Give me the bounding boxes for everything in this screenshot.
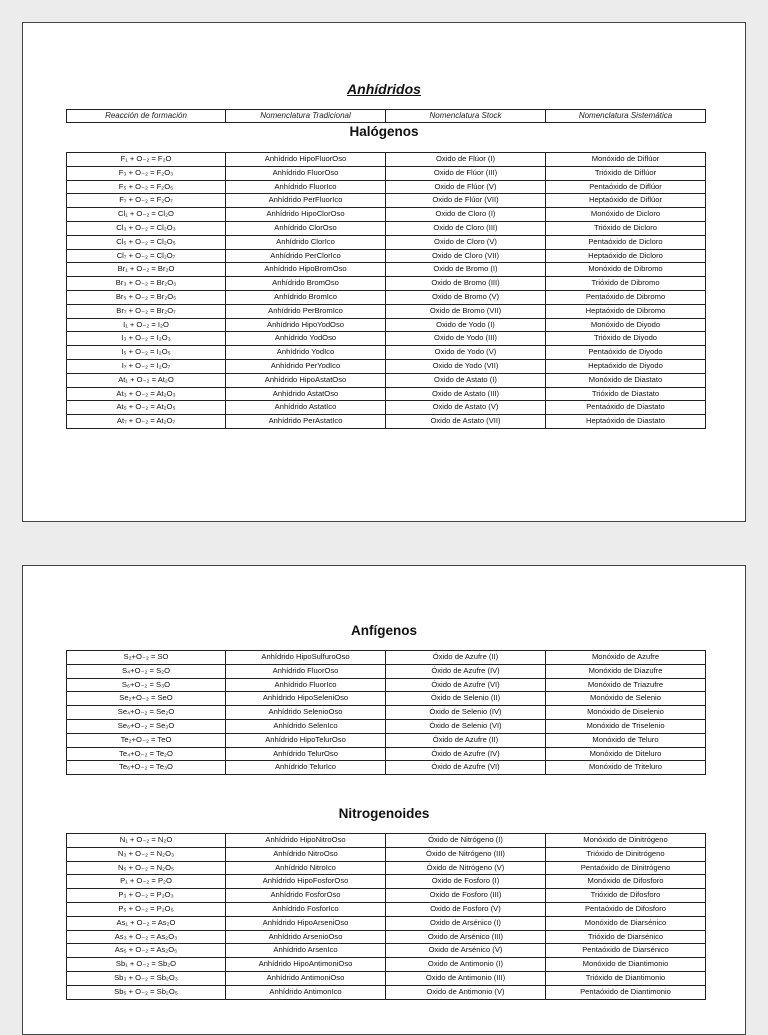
stock-name-cell: Óxido de Azufre (II) <box>386 733 546 747</box>
traditional-name-cell: Anhídrido HipoBromOso <box>226 263 386 277</box>
traditional-name-cell: Anhídrido HipoAstatOso <box>226 373 386 387</box>
halogenos-table <box>66 152 706 429</box>
reaction-cell: N₁ + O₋₂ = N₂O <box>67 834 226 848</box>
reaction-cell: Se₆+O₋₂ = Se₃O <box>67 719 226 733</box>
stock-name-cell: Óxido de Azufre (VI) <box>386 761 546 775</box>
systematic-name-cell: Trióxido de Difosforo <box>546 889 706 903</box>
traditional-name-cell: Anhídrido FluorIco <box>226 678 386 692</box>
reaction-cell: Te₄+O₋₂ = Te₂O <box>67 747 226 761</box>
table-row <box>67 706 706 720</box>
stock-name-cell: Oxido de Fosforo (V) <box>386 902 546 916</box>
systematic-name-cell: Monóxido de Difosforo <box>546 875 706 889</box>
reaction-cell: Sb₁ + O₋₂ = Sb₂O <box>67 958 226 972</box>
table-row <box>67 249 706 263</box>
table-row <box>67 318 706 332</box>
systematic-name-cell: Heptaóxido de Diastato <box>546 415 706 429</box>
stock-name-cell: Oxido de Bromo (VII) <box>386 304 546 318</box>
reaction-cell: N₃ + O₋₂ = N₂O₃ <box>67 847 226 861</box>
table-row <box>67 359 706 373</box>
stock-name-cell: Oxido de Fosforo (I) <box>386 875 546 889</box>
table-row <box>67 958 706 972</box>
systematic-name-cell: Trióxido de Dicloro <box>546 221 706 235</box>
table-row <box>67 889 706 903</box>
systematic-name-cell: Trióxido de Diantimonio <box>546 971 706 985</box>
reaction-cell: As₃ + O₋₂ = As₂O₃ <box>67 930 226 944</box>
systematic-name-cell: Monóxido de Dinitrógeno <box>546 834 706 848</box>
stock-name-cell: Óxido de Azufre (VI) <box>386 678 546 692</box>
reaction-cell: I₃ + O₋₂ = I₂O₃ <box>67 332 226 346</box>
reaction-cell: Te₆+O₋₂ = Te₃O <box>67 761 226 775</box>
nitrogenoides-table <box>66 833 706 1000</box>
reaction-cell: Sb₃ + O₋₂ = Sb₂O₃ <box>67 971 226 985</box>
table-row <box>67 290 706 304</box>
traditional-name-cell: Anhídrido SelenioOso <box>226 706 386 720</box>
stock-name-cell: Oxido de Flúor (V) <box>386 180 546 194</box>
traditional-name-cell: Anhídrido TelurIco <box>226 761 386 775</box>
reaction-cell: F₇ + O₋₂ = F₂O₇ <box>67 194 226 208</box>
stock-name-cell: Oxido de Astato (I) <box>386 373 546 387</box>
table-row <box>67 277 706 291</box>
table-row <box>67 985 706 999</box>
table-row <box>67 235 706 249</box>
reaction-cell: S₂+O₋₂ = SO <box>67 651 226 665</box>
document-page-2 <box>22 565 746 1035</box>
table-row <box>67 221 706 235</box>
column-header-stock: Nomenclatura Stock <box>386 110 546 123</box>
systematic-name-cell: Monóxido de Azufre <box>546 651 706 665</box>
traditional-name-cell: Anhídrido YodIco <box>226 346 386 360</box>
systematic-name-cell: Monóxido de Triazufre <box>546 678 706 692</box>
reaction-cell: F₅ + O₋₂ = F₂O₅ <box>67 180 226 194</box>
table-row <box>67 971 706 985</box>
document-title: Anhídridos <box>347 81 421 97</box>
reaction-cell: At₃ + O₋₂ = At₂O₃ <box>67 387 226 401</box>
stock-name-cell: Óxido de Nitrógeno (III) <box>386 847 546 861</box>
traditional-name-cell: Anhídrido ClorOso <box>226 221 386 235</box>
traditional-name-cell: Anhídrido PerFluorIco <box>226 194 386 208</box>
stock-name-cell: Oxido de Antimonio (III) <box>386 971 546 985</box>
reaction-cell: Se₂+O₋₂ = SeO <box>67 692 226 706</box>
systematic-name-cell: Monóxido de Diazufre <box>546 664 706 678</box>
traditional-name-cell: Anhídrido HipoFosforOso <box>226 875 386 889</box>
systematic-name-cell: Monóxido de Diyodo <box>546 318 706 332</box>
reaction-cell: As₅ + O₋₂ = As₂O₅ <box>67 944 226 958</box>
anfigenos-table <box>66 650 706 775</box>
systematic-name-cell: Pentaóxido de Dicloro <box>546 235 706 249</box>
traditional-name-cell: Anhídrido YodOso <box>226 332 386 346</box>
systematic-name-cell: Monóxido de Diarsénico <box>546 916 706 930</box>
stock-name-cell: Óxido de Selenio (VI) <box>386 719 546 733</box>
table-row <box>67 180 706 194</box>
systematic-name-cell: Monóxido de Diflúor <box>546 153 706 167</box>
reaction-cell: Br₃ + O₋₂ = Br₂O₃ <box>67 277 226 291</box>
traditional-name-cell: Anhídrido HipoNitroOso <box>226 834 386 848</box>
table-row <box>67 719 706 733</box>
stock-name-cell: Oxido de Flúor (VII) <box>386 194 546 208</box>
traditional-name-cell: Anhídrido NitroOso <box>226 847 386 861</box>
reaction-cell: At₅ + O₋₂ = At₂O₅ <box>67 401 226 415</box>
stock-name-cell: Oxido de Yodo (III) <box>386 332 546 346</box>
table-row <box>67 401 706 415</box>
traditional-name-cell: Anhídrido FosforIco <box>226 902 386 916</box>
section-title-halogenos: Halógenos <box>349 124 419 139</box>
reaction-cell: At₇ + O₋₂ = At₂O₇ <box>67 415 226 429</box>
systematic-name-cell: Pentaóxido de Diflúor <box>546 180 706 194</box>
table-row <box>67 916 706 930</box>
traditional-name-cell: Anhídrido NitroIco <box>226 861 386 875</box>
column-header-systematic: Nomenclatura Sistemática <box>546 110 706 123</box>
stock-name-cell: Oxido de Yodo (V) <box>386 346 546 360</box>
systematic-name-cell: Trióxido de Diyodo <box>546 332 706 346</box>
systematic-name-cell: Trióxido de Diarsénico <box>546 930 706 944</box>
traditional-name-cell: Anhídrido HipoTelurOso <box>226 733 386 747</box>
stock-name-cell: Oxido de Astato (VII) <box>386 415 546 429</box>
document-page-1 <box>22 22 746 522</box>
traditional-name-cell: Anhídrido AntimonIco <box>226 985 386 999</box>
stock-name-cell: Oxido de Bromo (III) <box>386 277 546 291</box>
systematic-name-cell: Pentaóxido de Diyodo <box>546 346 706 360</box>
column-header-reaction: Reacción de formación <box>67 110 226 123</box>
stock-name-cell: Oxido de Arsénico (I) <box>386 916 546 930</box>
stock-name-cell: Óxido de Nitrógeno (I) <box>386 834 546 848</box>
table-row <box>67 166 706 180</box>
reaction-cell: As₁ + O₋₂ = As₂O <box>67 916 226 930</box>
reaction-cell: P₅ + O₋₂ = P₂O₅ <box>67 902 226 916</box>
systematic-name-cell: Monóxido de Diantimonio <box>546 958 706 972</box>
traditional-name-cell: Anhídrido AstatOso <box>226 387 386 401</box>
systematic-name-cell: Pentaóxido de Diantimonio <box>546 985 706 999</box>
table-row <box>67 847 706 861</box>
systematic-name-cell: Monóxido de Diselenio <box>546 706 706 720</box>
stock-name-cell: Óxido de Selenio (II) <box>386 692 546 706</box>
table-row <box>67 651 706 665</box>
table-row <box>67 332 706 346</box>
traditional-name-cell: Anhídrido PerAstatIco <box>226 415 386 429</box>
table-row <box>67 747 706 761</box>
traditional-name-cell: Anhídrido HipoSulfuroOso <box>226 651 386 665</box>
traditional-name-cell: Anhídrido HipoFluorOso <box>226 153 386 167</box>
systematic-name-cell: Trióxido de Dinitrógeno <box>546 847 706 861</box>
traditional-name-cell: Anhídrido HipoSeleniOso <box>226 692 386 706</box>
stock-name-cell: Óxido de Nitrógeno (V) <box>386 861 546 875</box>
systematic-name-cell: Monóxido de Triteluro <box>546 761 706 775</box>
reaction-cell: F₁ + O₋₂ = F₂O <box>67 153 226 167</box>
reaction-cell: I₅ + O₋₂ = I₂O₅ <box>67 346 226 360</box>
traditional-name-cell: Anhídrido HipoArseniOso <box>226 916 386 930</box>
stock-name-cell: Óxido de Azufre (II) <box>386 651 546 665</box>
traditional-name-cell: Anhídrido PerClorIco <box>226 249 386 263</box>
table-row <box>67 263 706 277</box>
systematic-name-cell: Trióxido de Dibromo <box>546 277 706 291</box>
table-row <box>67 834 706 848</box>
traditional-name-cell: Anhídrido ArsenioOso <box>226 930 386 944</box>
systematic-name-cell: Monóxido de Dicloro <box>546 208 706 222</box>
reaction-cell: Br₁ + O₋₂ = Br₂O <box>67 263 226 277</box>
traditional-name-cell: Anhídrido ArsenIco <box>226 944 386 958</box>
table-row <box>67 664 706 678</box>
column-header-traditional: Nomenclatura Tradicional <box>226 110 386 123</box>
reaction-cell: At₁ + O₋₂ = At₂O <box>67 373 226 387</box>
table-row <box>67 761 706 775</box>
reaction-cell: Cl₁ + O₋₂ = Cl₂O <box>67 208 226 222</box>
traditional-name-cell: Anhídrido FluorOso <box>226 664 386 678</box>
stock-name-cell: Oxido de Bromo (I) <box>386 263 546 277</box>
stock-name-cell: Óxido de Selenio (IV) <box>386 706 546 720</box>
reaction-cell: Cl₅ + O₋₂ = Cl₂O₅ <box>67 235 226 249</box>
table-row <box>67 387 706 401</box>
reaction-cell: Se₄+O₋₂ = Se₂O <box>67 706 226 720</box>
stock-name-cell: Oxido de Arsénico (V) <box>386 944 546 958</box>
stock-name-cell: Óxido de Azufre (IV) <box>386 747 546 761</box>
systematic-name-cell: Heptaóxido de Diflúor <box>546 194 706 208</box>
column-header-table <box>66 109 706 123</box>
stock-name-cell: Oxido de Antimonio (V) <box>386 985 546 999</box>
traditional-name-cell: Anhídrido AstatIco <box>226 401 386 415</box>
table-row <box>67 944 706 958</box>
traditional-name-cell: Anhídrido AntimoniOso <box>226 971 386 985</box>
stock-name-cell: Oxido de Arsénico (III) <box>386 930 546 944</box>
table-row <box>67 692 706 706</box>
traditional-name-cell: Anhídrido PerYodIco <box>226 359 386 373</box>
systematic-name-cell: Monóxido de Diteluro <box>546 747 706 761</box>
table-row <box>67 373 706 387</box>
systematic-name-cell: Heptaóxido de Dicloro <box>546 249 706 263</box>
table-row <box>67 902 706 916</box>
stock-name-cell: Oxido de Antimonio (I) <box>386 958 546 972</box>
table-row <box>67 194 706 208</box>
traditional-name-cell: Anhídrido PerBromIco <box>226 304 386 318</box>
reaction-cell: Cl₃ + O₋₂ = Cl₂O₃ <box>67 221 226 235</box>
table-row <box>67 304 706 318</box>
reaction-cell: Br₇ + O₋₂ = Br₂O₇ <box>67 304 226 318</box>
traditional-name-cell: Anhídrido ClorIco <box>226 235 386 249</box>
reaction-cell: Cl₇ + O₋₂ = Cl₂O₇ <box>67 249 226 263</box>
stock-name-cell: Oxido de Yodo (I) <box>386 318 546 332</box>
table-row <box>67 861 706 875</box>
reaction-cell: Sb₅ + O₋₂ = Sb₂O₅ <box>67 985 226 999</box>
table-row <box>67 875 706 889</box>
table-row <box>67 733 706 747</box>
reaction-cell: I₇ + O₋₂ = I₂O₇ <box>67 359 226 373</box>
stock-name-cell: Oxido de Cloro (V) <box>386 235 546 249</box>
reaction-cell: F₃ + O₋₂ = F₂O₃ <box>67 166 226 180</box>
systematic-name-cell: Monóxido de Diastato <box>546 373 706 387</box>
table-row <box>67 153 706 167</box>
reaction-cell: Br₅ + O₋₂ = Br₂O₅ <box>67 290 226 304</box>
section-title-nitrogenoides: Nitrogenoides <box>338 806 430 821</box>
systematic-name-cell: Trióxido de Diastato <box>546 387 706 401</box>
systematic-name-cell: Pentaóxido de Diarsénico <box>546 944 706 958</box>
reaction-cell: P₃ + O₋₂ = P₂O₃ <box>67 889 226 903</box>
systematic-name-cell: Heptaóxido de Diyodo <box>546 359 706 373</box>
traditional-name-cell: Anhídrido BromOso <box>226 277 386 291</box>
reaction-cell: N₅ + O₋₂ = N₂O₅ <box>67 861 226 875</box>
reaction-cell: Te₂+O₋₂ = TeO <box>67 733 226 747</box>
stock-name-cell: Óxido de Azufre (IV) <box>386 664 546 678</box>
reaction-cell: P₁ + O₋₂ = P₂O <box>67 875 226 889</box>
traditional-name-cell: Anhídrido FluorOso <box>226 166 386 180</box>
traditional-name-cell: Anhídrido FluorIco <box>226 180 386 194</box>
traditional-name-cell: Anhídrido SelenIco <box>226 719 386 733</box>
stock-name-cell: Oxido de Fosforo (III) <box>386 889 546 903</box>
traditional-name-cell: Anhídrido BromIco <box>226 290 386 304</box>
table-row <box>67 346 706 360</box>
column-header-row <box>67 110 706 123</box>
stock-name-cell: Oxido de Flúor (III) <box>386 166 546 180</box>
traditional-name-cell: Anhídrido HipoClorOso <box>226 208 386 222</box>
stock-name-cell: Oxido de Cloro (III) <box>386 221 546 235</box>
systematic-name-cell: Monóxido de Dibromo <box>546 263 706 277</box>
traditional-name-cell: Anhídrido HipoYodOso <box>226 318 386 332</box>
systematic-name-cell: Pentaóxido de Dinitrógeno <box>546 861 706 875</box>
reaction-cell: I₁ + O₋₂ = I₂O <box>67 318 226 332</box>
systematic-name-cell: Pentaóxido de Diastato <box>546 401 706 415</box>
reaction-cell: S₆+O₋₂ = S₃O <box>67 678 226 692</box>
systematic-name-cell: Trióxido de Diflúor <box>546 166 706 180</box>
table-row <box>67 415 706 429</box>
traditional-name-cell: Anhídrido HipoAntimoniOso <box>226 958 386 972</box>
stock-name-cell: Oxido de Cloro (I) <box>386 208 546 222</box>
stock-name-cell: Oxido de Astato (V) <box>386 401 546 415</box>
table-row <box>67 208 706 222</box>
systematic-name-cell: Pentaóxido de Difosforo <box>546 902 706 916</box>
systematic-name-cell: Heptaóxido de Dibromo <box>546 304 706 318</box>
stock-name-cell: Oxido de Astato (III) <box>386 387 546 401</box>
stock-name-cell: Oxido de Bromo (V) <box>386 290 546 304</box>
stock-name-cell: Oxido de Yodo (VII) <box>386 359 546 373</box>
traditional-name-cell: Anhídrido TelurOso <box>226 747 386 761</box>
stock-name-cell: Oxido de Flúor (I) <box>386 153 546 167</box>
systematic-name-cell: Pentaóxido de Dibromo <box>546 290 706 304</box>
table-row <box>67 678 706 692</box>
table-row <box>67 930 706 944</box>
stock-name-cell: Oxido de Cloro (VII) <box>386 249 546 263</box>
section-title-anfigenos: Anfígenos <box>351 623 417 638</box>
systematic-name-cell: Monóxido de Selenio <box>546 692 706 706</box>
traditional-name-cell: Anhídrido FosforOso <box>226 889 386 903</box>
systematic-name-cell: Monóxido de Teluro <box>546 733 706 747</box>
systematic-name-cell: Monóxido de Triselenio <box>546 719 706 733</box>
reaction-cell: S₄+O₋₂ = S₂O <box>67 664 226 678</box>
